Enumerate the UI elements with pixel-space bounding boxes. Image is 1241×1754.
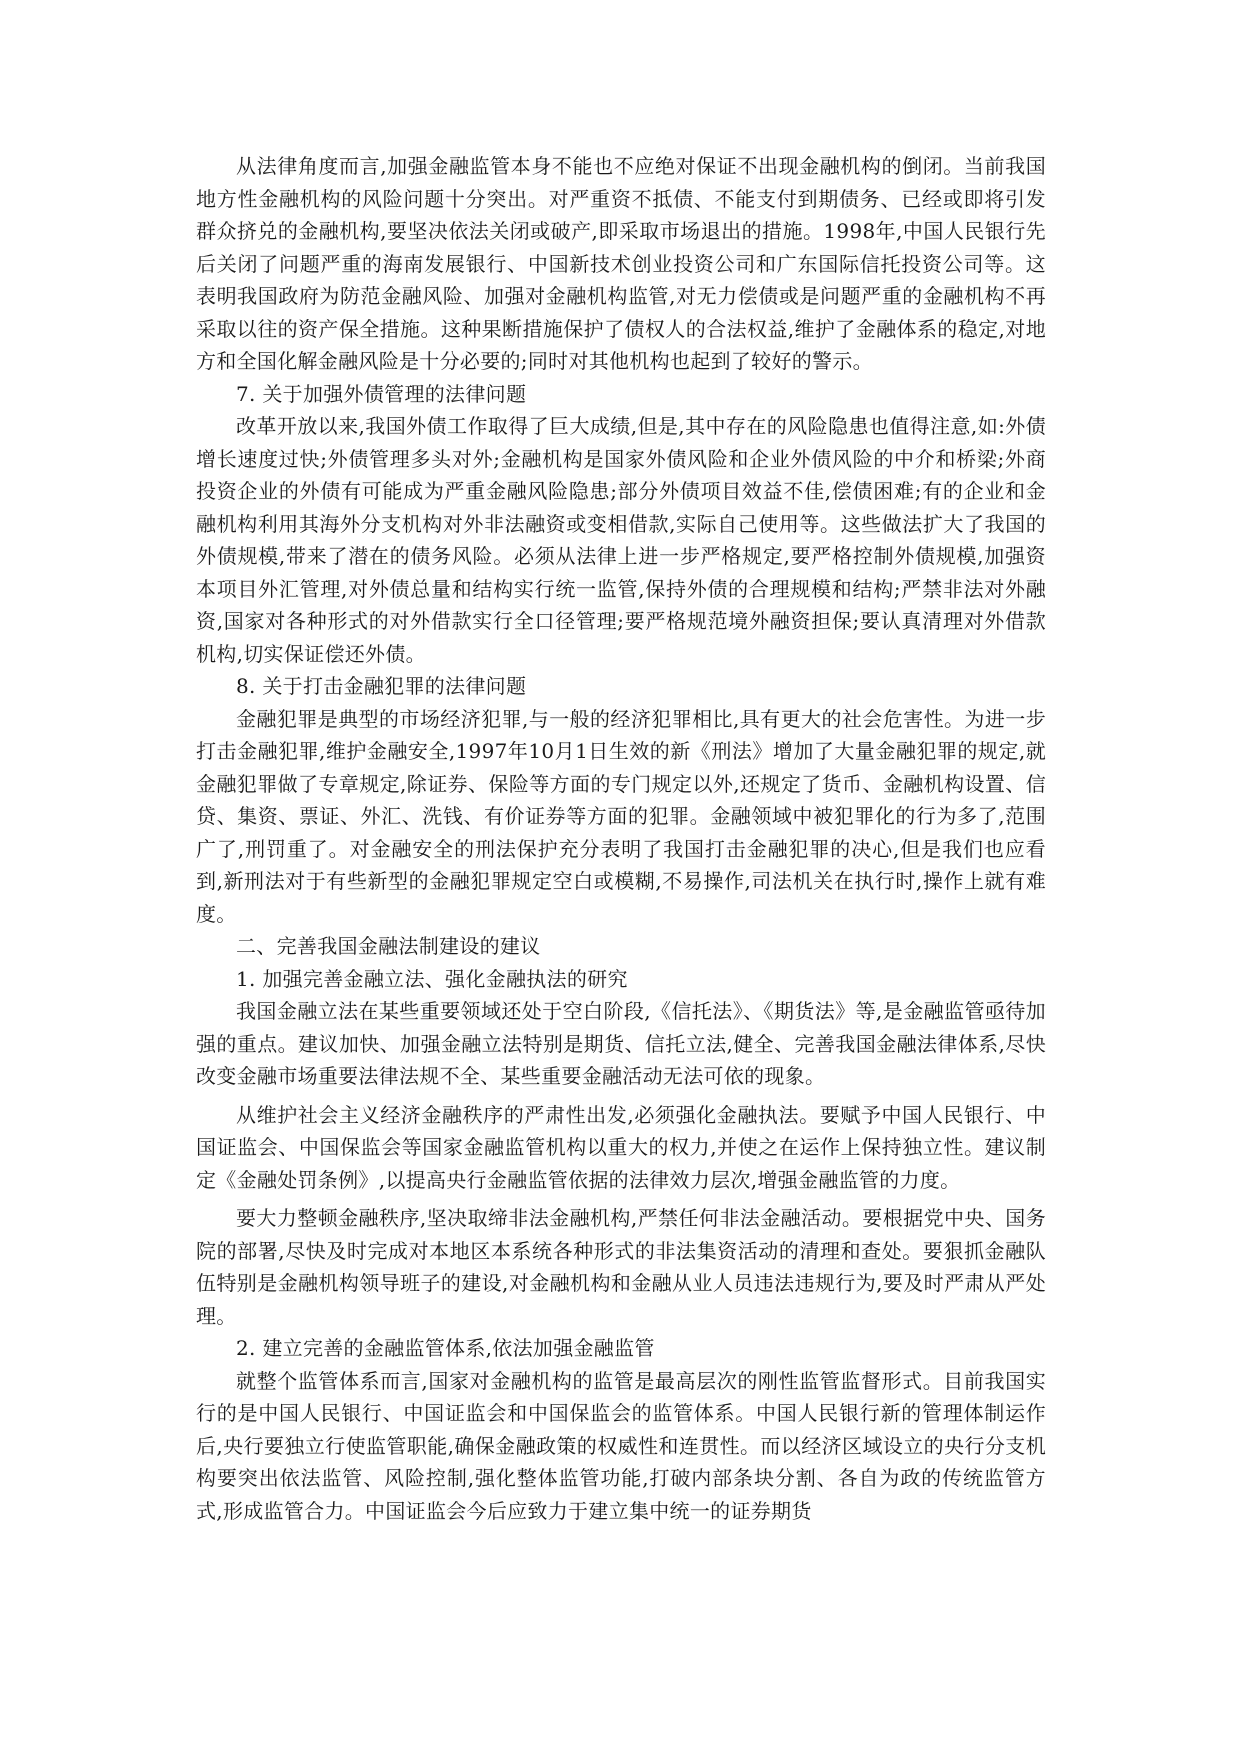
heading-legislation: 1. 加强完善金融立法、强化金融执法的研究	[236, 966, 628, 991]
heading-foreign-debt: 7. 关于加强外债管理的法律问题	[236, 381, 527, 406]
heading-financial-crime: 8. 关于打击金融犯罪的法律问题	[236, 674, 527, 698]
paragraph-legislation-gap: 我国金融立法在某些重要领域还处于空白阶段,《信托法》、《期货法》等,是金融监管亟待加强的重点。建议加快、加强金融立法特别是期货、信托立法,健全、完善我国金融法律体系,尽快改变金融市场重要法律法规不全、某些重要金融活动无法可依的现象。	[196, 999, 1046, 1088]
heading-supervision-system: 2. 建立完善的金融监管体系,依法加强金融监管	[236, 1336, 655, 1360]
document-page	[196, 150, 1046, 1527]
heading-section-two: 二、完善我国金融法制建设的建议	[236, 934, 541, 958]
paragraph-institution-closure: 从法律角度而言,加强金融监管本身不能也不应绝对保证不出现金融机构的倒闭。当前我国地方性金融机构的风险问题十分突出。对严重资不抵债、不能支付到期债务、已经或即将引发群众挤兑的金融机构,要坚决依法关闭或破产,即采取市场退出的措施。1998年,中国人民银行先后关闭了问题严重的海南发展银行、中国新技术创业投资公司和广东国际信托投资公司等。这表明我国政府为防范金融风险、加强对金融机构监管,对无力偿债或是问题严重的金融机构不再采取以往的资产保全措施。这种果断措施保护了债权人的合法权益,维护了金融体系的稳定,对地方和全国化解金融风险是十分必要的;同时对其他机构也起到了较好的警示。	[196, 154, 1046, 373]
paragraph-financial-crime: 金融犯罪是典型的市场经济犯罪,与一般的经济犯罪相比,具有更大的社会危害性。为进一步打击金融犯罪,维护金融安全,1997年10月1日生效的新《刑法》增加了大量金融犯罪的规定,就金融犯罪做了专章规定,除证券、保险等方面的专门规定以外,还规定了货币、金融机构设置、信贷、集资、票证、外汇、洗钱、有价证券等方面的犯罪。金融领域中被犯罪化的行为多了,范围广了,刑罚重了。对金融安全的刑法保护充分表明了我国打击金融犯罪的决心,但是我们也应看到,新刑法对于有些新型的金融犯罪规定空白或模糊,不易操作,司法机关在执行时,操作上就有难度。	[196, 706, 1046, 926]
paragraph-enforcement: 从维护社会主义经济金融秩序的严肃性出发,必须强化金融执法。要赋予中国人民银行、中国证监会、中国保监会等国家金融监管机构以重大的权力,并使之在运作上保持独立性。建议制定《金融处罚条例》,以提高央行金融监管依据的法律效力层次,增强金融监管的力度。	[196, 1102, 1046, 1192]
paragraph-supervision-system: 就整个监管体系而言,国家对金融机构的监管是最高层次的刚性监管监督形式。目前我国实行的是中国人民银行、中国证监会和中国保监会的监管体系。中国人民银行新的管理体制运作后,央行要独立行使监管职能,确保金融政策的权威性和连贯性。而以经济区域设立的央行分支机构要突出依法监管、风险控制,强化整体监管功能,打破内部条块分割、各自为政的传统监管方式,形成监管合力。中国证监会今后应致力于建立集中统一的证券期货	[196, 1368, 1046, 1523]
paragraph-foreign-debt: 改革开放以来,我国外债工作取得了巨大成绩,但是,其中存在的风险隐患也值得注意,如:外债增长速度过快;外债管理多头对外;金融机构是国家外债风险和企业外债风险的中介和桥梁;外商投资企业的外债有可能成为严重金融风险隐患;部分外债项目效益不佳,偿债困难;有的企业和金融机构利用其海外分支机构对外非法融资或变相借款,实际自己使用等。这些做法扩大了我国的外债规模,带来了潜在的债务风险。必须从法律上进一步严格规定,要严格控制外债规模,加强资本项目外汇管理,对外债总量和结构实行统一监管,保持外债的合理规模和结构;严禁非法对外融资,国家对各种形式的对外借款实行全口径管理;要严格规范境外融资担保;要认真清理对外借款机构,切实保证偿还外债。	[196, 414, 1046, 666]
paragraph-rectify-order: 要大力整顿金融秩序,坚决取缔非法金融机构,严禁任何非法金融活动。要根据党中央、国务院的部署,尽快及时完成对本地区本系统各种形式的非法集资活动的清理和查处。要狠抓金融队伍特别是金融机构领导班子的建设,对金融机构和金融从业人员违法违规行为,要及时严肃从严处理。	[196, 1206, 1046, 1328]
